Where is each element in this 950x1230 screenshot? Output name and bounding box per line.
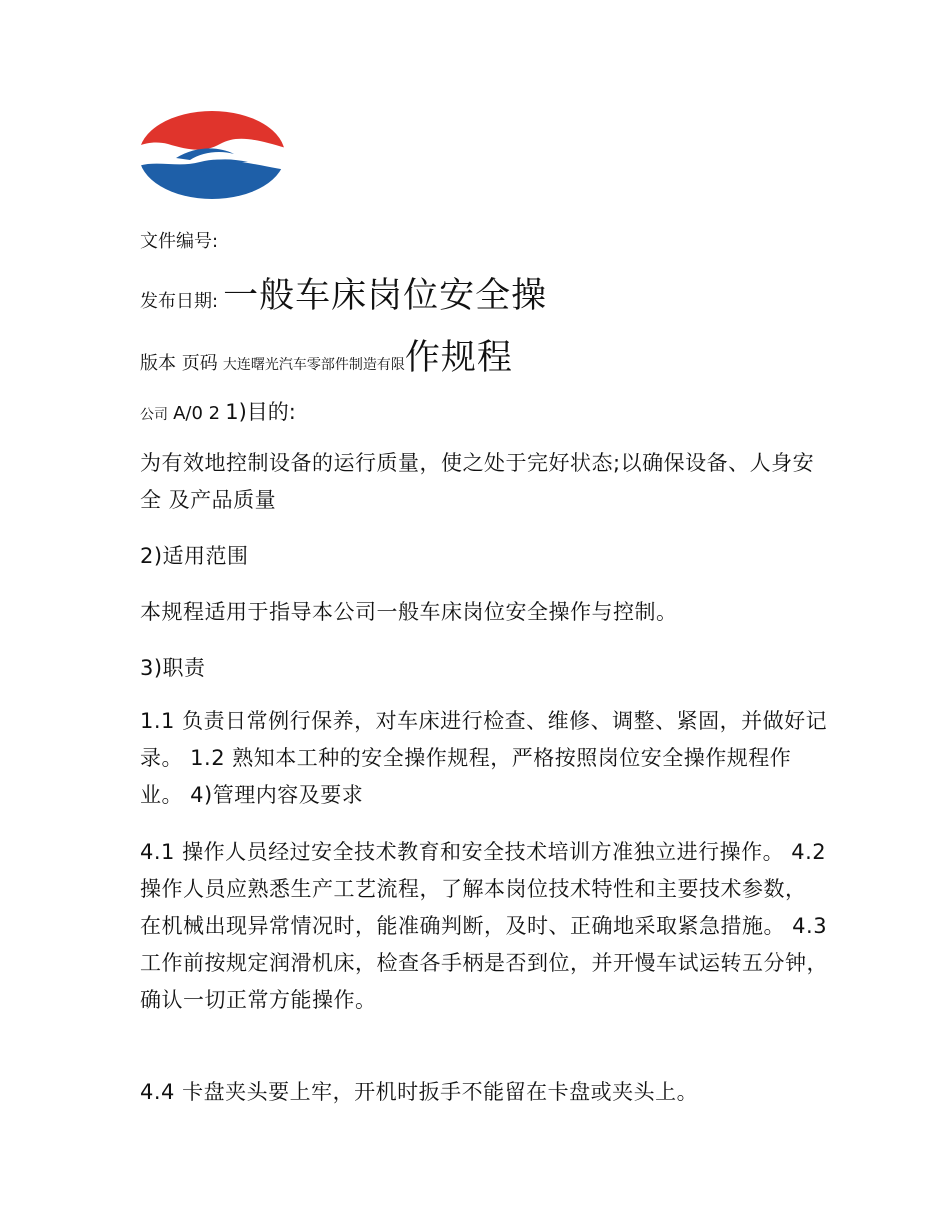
company-version-row bbox=[140, 396, 296, 426]
version-value: A/0 2 bbox=[173, 403, 221, 424]
purpose-text: 为有效地控制设备的运行质量，使之处于完好状态;以确保设备、人身安全 及产品质量 bbox=[140, 451, 815, 512]
document-title-line1: 一般车床岗位安全操 bbox=[223, 276, 548, 316]
company-name-part2: 公司 bbox=[140, 407, 168, 423]
publish-date-row bbox=[140, 268, 547, 318]
publish-date-label: 发布日期: bbox=[140, 291, 219, 312]
section-duties-heading: 3)职责 bbox=[140, 656, 206, 680]
version-page-label: 版本 页码 bbox=[140, 353, 218, 374]
scope-text: 本规程适用于指导本公司一般车床岗位安全操作与控制。 bbox=[140, 600, 678, 624]
requirements-text: 4.1 操作人员经过安全技术教育和安全技术培训方准独立进行操作。 4.2 操作人员应熟悉生产工艺流程，了解本岗位技术特性和主要技术参数， 在机械出现异常情况时，能准确判断，及时、正确地采取紧急措施。 4.3 工作前按规定润滑机床，检查各手柄是否到位，并开慢车试运转五分钟， 确认一切正常方能操作。 bbox=[140, 840, 828, 1012]
section-purpose-heading: 1)目的: bbox=[225, 400, 296, 424]
item-4-4-text: 4.4 卡盘夹头要上牢，开机时扳手不能留在卡盘或夹头上。 bbox=[140, 1080, 699, 1104]
company-logo bbox=[138, 110, 286, 200]
section-scope-heading: 2)适用范围 bbox=[140, 544, 249, 568]
version-row bbox=[140, 330, 513, 380]
file-number-label: 文件编号: bbox=[140, 231, 219, 252]
duties-text: 1.1 负责日常例行保养，对车床进行检查、维修、调整、紧固，并做好记录。 1.2 熟知本工种的安全操作规程，严格按照岗位安全操作规程作业。 4)管理内容及要求 bbox=[140, 709, 828, 807]
document-title-line2: 作规程 bbox=[404, 338, 513, 378]
company-name-part1: 大连曙光汽车零部件制造有限 bbox=[222, 357, 405, 373]
